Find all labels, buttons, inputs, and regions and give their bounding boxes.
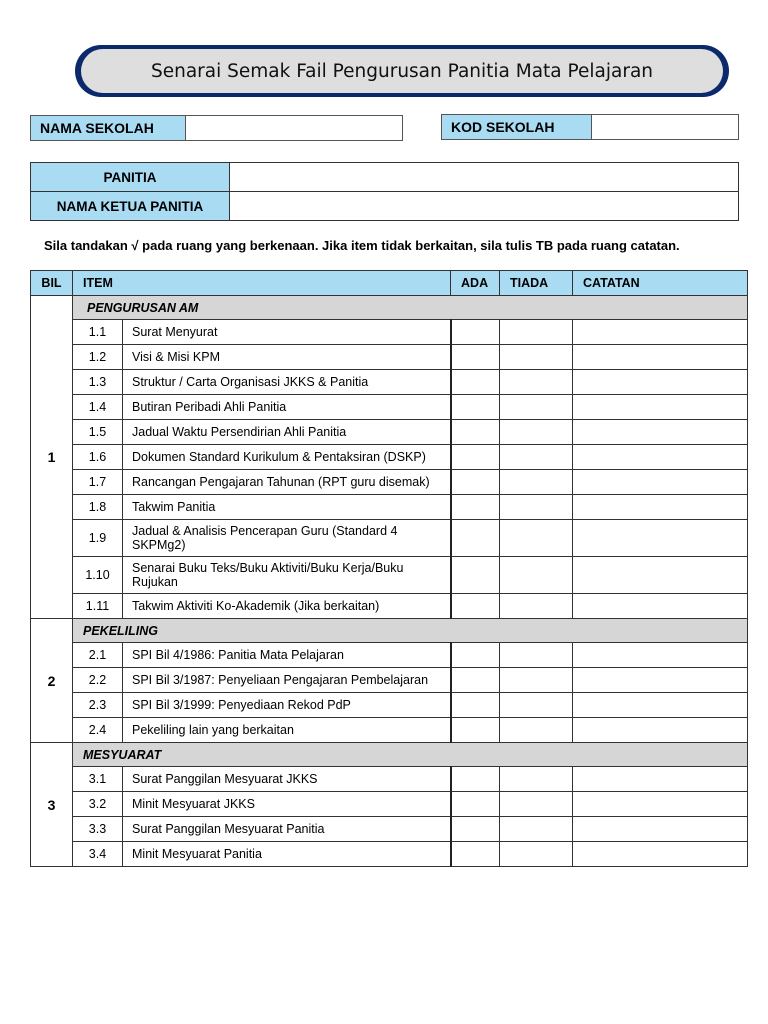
item-text: Visi & Misi KPM: [123, 345, 451, 370]
item-text: Butiran Peribadi Ahli Panitia: [123, 395, 451, 420]
catatan-cell[interactable]: [573, 767, 748, 792]
ada-cell[interactable]: [451, 767, 500, 792]
item-text: SPI Bil 3/1999: Penyediaan Rekod PdP: [123, 693, 451, 718]
item-number: 3.4: [73, 842, 123, 867]
table-row: [31, 718, 748, 743]
ada-cell[interactable]: [451, 594, 500, 619]
ada-cell[interactable]: [451, 420, 500, 445]
ada-cell[interactable]: [451, 470, 500, 495]
ada-cell[interactable]: [451, 792, 500, 817]
item-number: 1.6: [73, 445, 123, 470]
ada-cell[interactable]: [451, 817, 500, 842]
kod-sekolah-input[interactable]: [592, 115, 738, 139]
tiada-cell[interactable]: [500, 495, 573, 520]
item-text: Pekeliling lain yang berkaitan: [123, 718, 451, 743]
tiada-cell[interactable]: [500, 370, 573, 395]
ada-cell[interactable]: [451, 320, 500, 345]
ketua-panitia-row: [31, 191, 738, 220]
item-number: 3.3: [73, 817, 123, 842]
table-row: [31, 767, 748, 792]
catatan-cell[interactable]: [573, 470, 748, 495]
ada-cell[interactable]: [451, 345, 500, 370]
table-row: [31, 420, 748, 445]
catatan-cell[interactable]: [573, 718, 748, 743]
item-number: 3.1: [73, 767, 123, 792]
table-row: [31, 395, 748, 420]
tiada-cell[interactable]: [500, 395, 573, 420]
item-text: Struktur / Carta Organisasi JKKS & Panitia: [123, 370, 451, 395]
section-row: [31, 296, 748, 320]
kod-sekolah-field: [441, 114, 739, 140]
catatan-cell[interactable]: [573, 842, 748, 867]
item-number: 1.2: [73, 345, 123, 370]
nama-sekolah-label: NAMA SEKOLAH: [31, 116, 186, 140]
catatan-cell[interactable]: [573, 594, 748, 619]
tiada-cell[interactable]: [500, 842, 573, 867]
item-text: Jadual & Analisis Pencerapan Guru (Standard 4 SKPMg2): [123, 520, 451, 557]
catatan-cell[interactable]: [573, 693, 748, 718]
item-text: Takwim Aktiviti Ko-Akademik (Jika berkaitan): [123, 594, 451, 619]
section-row: [31, 743, 748, 767]
header-tiada: TIADA: [500, 271, 573, 296]
title-banner: [75, 45, 729, 97]
header-item: ITEM: [73, 271, 451, 296]
panitia-label: PANITIA: [31, 163, 230, 191]
catatan-cell[interactable]: [573, 320, 748, 345]
table-row: [31, 557, 748, 594]
ketua-panitia-label: NAMA KETUA PANITIA: [31, 192, 230, 220]
item-number: 2.2: [73, 668, 123, 693]
header-bil: BIL: [31, 271, 73, 296]
item-text: Minit Mesyuarat JKKS: [123, 792, 451, 817]
catatan-cell[interactable]: [573, 445, 748, 470]
tiada-cell[interactable]: [500, 594, 573, 619]
catatan-cell[interactable]: [573, 345, 748, 370]
table-row: [31, 792, 748, 817]
item-text: Dokumen Standard Kurikulum & Pentaksiran (DSKP): [123, 445, 451, 470]
catatan-cell[interactable]: [573, 395, 748, 420]
catatan-cell[interactable]: [573, 792, 748, 817]
item-number: 1.8: [73, 495, 123, 520]
tiada-cell[interactable]: [500, 420, 573, 445]
ada-cell[interactable]: [451, 842, 500, 867]
section-title: PENGURUSAN AM: [73, 296, 748, 320]
table-header-row: [31, 271, 748, 296]
table-row: [31, 668, 748, 693]
ada-cell[interactable]: [451, 668, 500, 693]
ada-cell[interactable]: [451, 370, 500, 395]
item-number: 2.1: [73, 643, 123, 668]
tiada-cell[interactable]: [500, 693, 573, 718]
tiada-cell[interactable]: [500, 668, 573, 693]
ada-cell[interactable]: [451, 520, 500, 557]
item-text: Minit Mesyuarat Panitia: [123, 842, 451, 867]
tiada-cell[interactable]: [500, 320, 573, 345]
ada-cell[interactable]: [451, 395, 500, 420]
item-number: 1.3: [73, 370, 123, 395]
instruction-text: Sila tandakan √ pada ruang yang berkenaan. Jika item tidak berkaitan, sila tulis TB pada ruang catatan.: [44, 238, 680, 253]
panitia-row: [31, 163, 738, 191]
ada-cell[interactable]: [451, 693, 500, 718]
tiada-cell[interactable]: [500, 643, 573, 668]
item-text: Surat Panggilan Mesyuarat Panitia: [123, 817, 451, 842]
item-number: 3.2: [73, 792, 123, 817]
tiada-cell[interactable]: [500, 470, 573, 495]
tiada-cell[interactable]: [500, 345, 573, 370]
nama-sekolah-field: [30, 115, 403, 141]
panitia-block: [30, 162, 739, 221]
section-number: 3: [31, 743, 73, 867]
item-text: Rancangan Pengajaran Tahunan (RPT guru disemak): [123, 470, 451, 495]
ada-cell[interactable]: [451, 445, 500, 470]
panitia-input[interactable]: [230, 163, 738, 191]
table-row: [31, 495, 748, 520]
catatan-cell[interactable]: [573, 643, 748, 668]
table-row: [31, 370, 748, 395]
catatan-cell[interactable]: [573, 668, 748, 693]
tiada-cell[interactable]: [500, 792, 573, 817]
ada-cell[interactable]: [451, 643, 500, 668]
table-row: [31, 320, 748, 345]
document-title: Senarai Semak Fail Pengurusan Panitia Mata Pelajaran: [81, 49, 723, 93]
catatan-cell[interactable]: [573, 495, 748, 520]
table-row: [31, 693, 748, 718]
table-row: [31, 345, 748, 370]
item-number: 1.10: [73, 557, 123, 594]
section-title: PEKELILING: [73, 619, 748, 643]
checklist-table: [30, 270, 748, 867]
item-number: 2.4: [73, 718, 123, 743]
tiada-cell[interactable]: [500, 817, 573, 842]
header-catatan: CATATAN: [573, 271, 748, 296]
catatan-cell[interactable]: [573, 817, 748, 842]
catatan-cell[interactable]: [573, 557, 748, 594]
catatan-cell[interactable]: [573, 520, 748, 557]
section-number: 2: [31, 619, 73, 743]
tiada-cell[interactable]: [500, 767, 573, 792]
section-row: [31, 619, 748, 643]
item-number: 1.5: [73, 420, 123, 445]
table-row: [31, 817, 748, 842]
ada-cell[interactable]: [451, 718, 500, 743]
tiada-cell[interactable]: [500, 557, 573, 594]
item-number: 2.3: [73, 693, 123, 718]
table-row: [31, 643, 748, 668]
catatan-cell[interactable]: [573, 420, 748, 445]
item-number: 1.9: [73, 520, 123, 557]
ada-cell[interactable]: [451, 495, 500, 520]
item-number: 1.1: [73, 320, 123, 345]
item-text: Takwim Panitia: [123, 495, 451, 520]
table-row: [31, 445, 748, 470]
section-title: MESYUARAT: [73, 743, 748, 767]
item-text: Surat Menyurat: [123, 320, 451, 345]
kod-sekolah-label: KOD SEKOLAH: [442, 115, 592, 139]
section-number: 1: [31, 296, 73, 619]
tiada-cell[interactable]: [500, 445, 573, 470]
ketua-panitia-input[interactable]: [230, 192, 738, 220]
tiada-cell[interactable]: [500, 718, 573, 743]
item-text: SPI Bil 4/1986: Panitia Mata Pelajaran: [123, 643, 451, 668]
item-text: Surat Panggilan Mesyuarat JKKS: [123, 767, 451, 792]
item-number: 1.4: [73, 395, 123, 420]
table-row: [31, 520, 748, 557]
item-number: 1.7: [73, 470, 123, 495]
tiada-cell[interactable]: [500, 520, 573, 557]
item-number: 1.11: [73, 594, 123, 619]
nama-sekolah-input[interactable]: [186, 116, 402, 140]
item-text: Senarai Buku Teks/Buku Aktiviti/Buku Kerja/Buku Rujukan: [123, 557, 451, 594]
table-row: [31, 842, 748, 867]
catatan-cell[interactable]: [573, 370, 748, 395]
table-row: [31, 470, 748, 495]
header-ada: ADA: [451, 271, 500, 296]
table-row: [31, 594, 748, 619]
item-text: Jadual Waktu Persendirian Ahli Panitia: [123, 420, 451, 445]
ada-cell[interactable]: [451, 557, 500, 594]
item-text: SPI Bil 3/1987: Penyeliaan Pengajaran Pembelajaran: [123, 668, 451, 693]
